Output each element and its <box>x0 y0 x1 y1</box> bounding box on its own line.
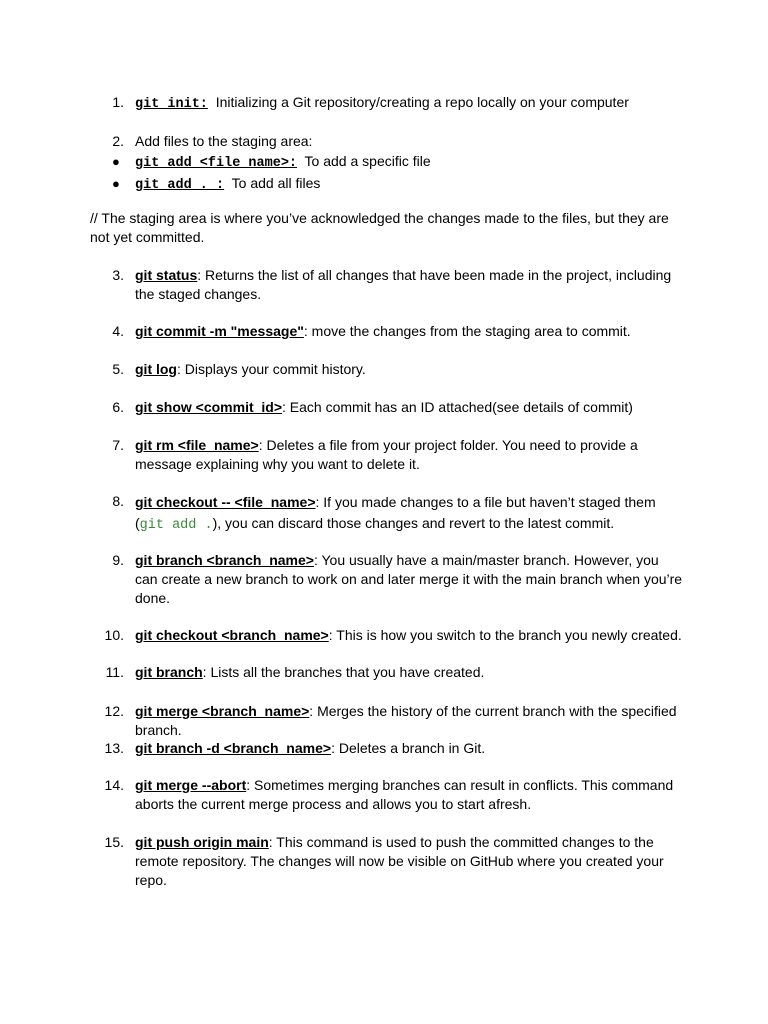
description-text: : This command is used to push the committed changes to the remote repository. The changes will now be visible on GitHub where you created your repo. <box>135 834 664 888</box>
description-text: Add files to the staging area: <box>135 133 313 149</box>
item-number: 2. <box>112 133 124 149</box>
command-text: git commit -m "message" <box>135 323 304 339</box>
item-number: 1. <box>112 94 124 110</box>
description-text: : Deletes a branch in Git. <box>331 740 486 756</box>
command-text: git rm <file_name> <box>135 437 259 453</box>
command-text: git branch <branch_name> <box>135 552 314 568</box>
item-number: 15. <box>104 834 124 850</box>
item-number: 6. <box>112 399 124 415</box>
bullet-icon: ● <box>112 154 120 169</box>
note-text: // The staging area is where you’ve acknowledged the changes made to the files, but they are not yet committed. <box>90 210 669 245</box>
inline-code: git add . <box>139 518 213 533</box>
description-text: : You usually have a main/master branch. However, you can create a new branch to work on and later merge it with the main branch when you’re done. <box>135 552 683 606</box>
command-text: git checkout -- <file_name> <box>135 494 316 510</box>
command-text: git show <commit_id> <box>135 399 283 415</box>
command-text: git add <file_name>: <box>135 156 298 171</box>
command-text: git log <box>135 361 177 377</box>
description-text: : Displays your commit history. <box>177 361 366 377</box>
command-text: git branch <box>135 664 203 680</box>
command-text: git status <box>135 267 198 283</box>
item-number: 4. <box>112 323 124 339</box>
command-text: git push origin main <box>135 834 269 850</box>
description-text: : move the changes from the staging area to commit. <box>303 323 631 339</box>
bullet-icon: ● <box>112 176 120 191</box>
item-number: 5. <box>112 361 124 377</box>
description-text: : Lists all the branches that you have created. <box>202 664 485 680</box>
command-text: git add . : <box>135 178 225 193</box>
item-number: 7. <box>112 437 124 453</box>
description-text: : This is how you switch to the branch you newly created. <box>328 627 682 643</box>
description-text: : Each commit has an ID attached(see details of commit) <box>282 399 633 415</box>
item-number: 14. <box>104 777 124 793</box>
description-text: : Merges the history of the current branch with the specified branch. <box>135 703 677 738</box>
item-number: 3. <box>112 267 124 283</box>
description-text: To add all files <box>224 175 321 191</box>
description-text: : Deletes a file from your project folder. You need to provide a message explaining why you want to delete it. <box>135 437 638 472</box>
description-text-continued: ), you can discard those changes and revert to the latest commit. <box>212 515 615 531</box>
description-text: : Sometimes merging branches can result in conflicts. This command aborts the current merge process and allows you to start afresh. <box>135 777 674 812</box>
command-text: git merge <branch_name> <box>135 703 310 719</box>
description-text: Initializing a Git repository/creating a repo locally on your computer <box>207 94 629 110</box>
item-number: 12. <box>104 703 124 719</box>
command-text: git merge --abort <box>135 777 247 793</box>
item-number: 13. <box>104 740 124 756</box>
command-text: git checkout <branch_name> <box>135 627 329 643</box>
description-text: : Returns the list of all changes that have been made in the project, including the staged changes. <box>135 267 672 302</box>
command-text: git branch -d <branch_name> <box>135 740 332 756</box>
command-text: git init: <box>135 97 208 112</box>
item-number: 10. <box>104 627 124 643</box>
description-text: : If you made changes to a file but haven’t staged them ( <box>135 494 656 531</box>
item-number: 9. <box>112 552 124 568</box>
item-number: 8. <box>112 493 124 509</box>
description-text: To add a specific file <box>297 153 431 169</box>
item-number: 11. <box>105 664 124 680</box>
